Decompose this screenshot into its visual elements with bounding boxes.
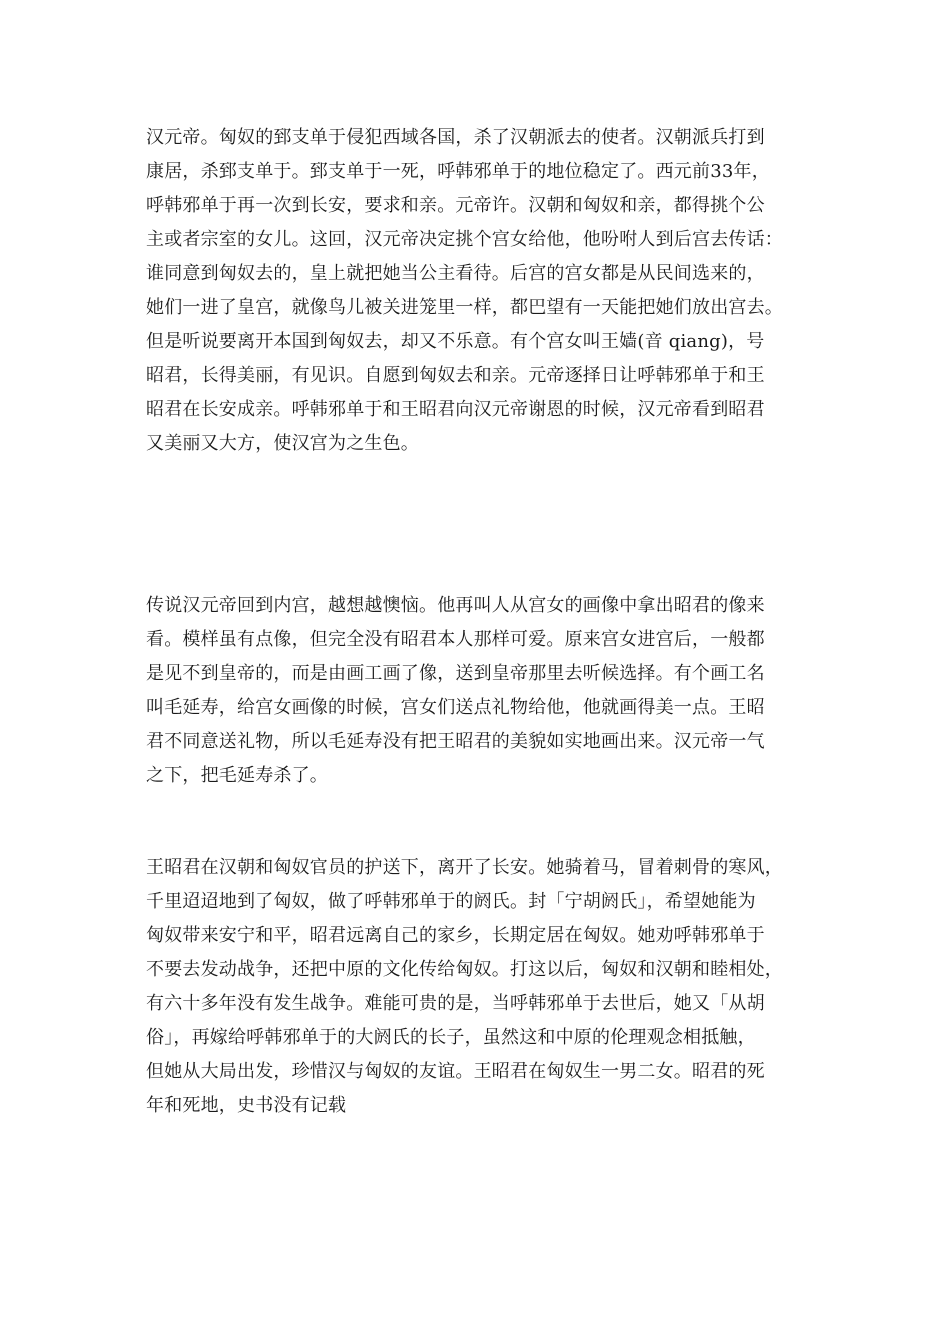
text-line: 王昭君在汉朝和匈奴官员的护送下，离开了长安。她骑着马，冒着刺骨的寒风， [146,857,783,878]
paragraph-3 [146,851,826,1123]
text-line: 主或者宗室的女儿。这回，汉元帝决定挑个宫女给他，他吩咐人到后宫去传话： [146,229,783,250]
text-line: 看。模样虽有点像，但完全没有昭君本人那样可爱。原来宫女进宫后，一般都 [146,629,765,650]
text-line: 谁同意到匈奴去的，皇上就把她当公主看待。后宫的宫女都是从民间选来的， [146,263,765,284]
text-line: 呼韩邪单于再一次到长安，要求和亲。元帝许。汉朝和匈奴和亲，都得挑个公 [146,195,765,216]
text-line: 君不同意送礼物，所以毛延寿没有把王昭君的美貌如实地画出来。汉元帝一气 [146,731,765,752]
text-line: 叫毛延寿，给宫女画像的时候，宫女们送点礼物给他，他就画得美一点。王昭 [146,697,765,718]
text-line: 是见不到皇帝的，而是由画工画了像，送到皇帝那里去听候选择。有个画工名 [146,663,765,684]
text-line: 昭君，长得美丽，有见识。自愿到匈奴去和亲。元帝逐择日让呼韩邪单于和王 [146,365,765,386]
paragraph-1 [146,121,826,461]
text-line: 又美丽又大方，使汉宫为之生色。 [146,433,419,454]
text-line: 但她从大局出发，珍惜汉与匈奴的友谊。王昭君在匈奴生一男二女。昭君的死 [146,1061,765,1082]
text-line: 不要去发动战争，还把中原的文化传给匈奴。打这以后，匈奴和汉朝和睦相处， [146,959,783,980]
text-line: 有六十多年没有发生战争。难能可贵的是，当呼韩邪单于去世后，她又「从胡 [146,993,765,1014]
text-line: 传说汉元帝回到内宫，越想越懊恼。他再叫人从宫女的画像中拿出昭君的像来 [146,595,765,616]
text-line: 千里迢迢地到了匈奴，做了呼韩邪单于的阏氏。封「宁胡阏氏」，希望她能为 [146,891,756,912]
paragraph-2 [146,589,826,793]
text-line: 她们一进了皇宫，就像鸟儿被关进笼里一样，都巴望有一天能把她们放出宫去。 [146,297,783,318]
text-line: 昭君在长安成亲。呼韩邪单于和王昭君向汉元帝谢恩的时候，汉元帝看到昭君 [146,399,765,420]
text-line: 之下，把毛延寿杀了。 [146,765,328,786]
text-line: 汉元帝。匈奴的郅支单于侵犯西域各国，杀了汉朝派去的使者。汉朝派兵打到 [146,127,765,148]
text-line: 匈奴带来安宁和平，昭君远离自己的家乡，长期定居在匈奴。她劝呼韩邪单于 [146,925,765,946]
text-line: 但是听说要离开本国到匈奴去，却又不乐意。有个宫女叫王嫱(音 qiang)，号 [146,331,765,352]
text-line: 康居，杀郅支单于。郅支单于一死，呼韩邪单于的地位稳定了。西元前33年， [146,161,770,182]
text-line: 俗」，再嫁给呼韩邪单于的大阏氏的长子，虽然这和中原的伦理观念相抵触， [146,1027,756,1048]
text-line: 年和死地，史书没有记载 [146,1095,347,1116]
